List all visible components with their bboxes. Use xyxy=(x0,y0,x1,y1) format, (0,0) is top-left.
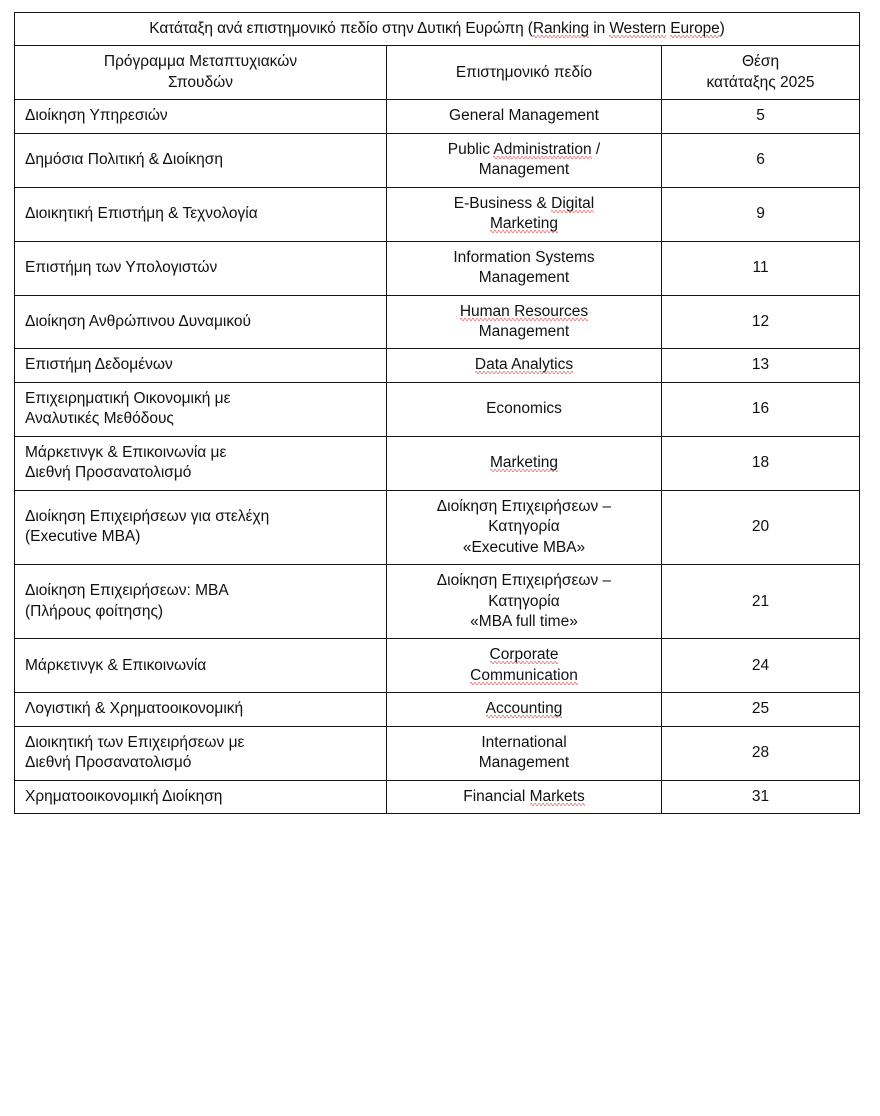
title-misspelled-word: Europe xyxy=(670,20,720,37)
cell-field-line: Management xyxy=(478,269,570,287)
column-header-rank-line2: κατάταξης 2025 xyxy=(706,73,815,91)
cell-program xyxy=(15,133,387,187)
cell-field-line: E-Business & Digital xyxy=(453,194,595,212)
cell-field-line: Διοίκηση Επιχειρήσεων – xyxy=(436,572,612,590)
cell-program-line: Επιστήμη Δεδομένων xyxy=(25,356,173,374)
cell-field xyxy=(387,100,662,133)
misspelled-word: Accounting xyxy=(485,700,563,718)
column-header-rank-line1: Θέση xyxy=(741,53,780,71)
cell-field xyxy=(387,349,662,382)
title-text: Κατάταξη ανά επιστημονικό πεδίο στην Δυτική Ευρώπη ( xyxy=(149,20,533,37)
table-row xyxy=(15,349,860,382)
cell-field-line xyxy=(397,666,651,686)
cell-program xyxy=(15,100,387,133)
cell-program-line: Διοίκηση Επιχειρήσεων: MBA xyxy=(25,582,229,600)
cell-program xyxy=(15,693,387,726)
table-row xyxy=(15,565,860,639)
table-row xyxy=(15,436,860,490)
cell-field-line xyxy=(397,355,651,375)
cell-field xyxy=(387,436,662,490)
table-row xyxy=(15,780,860,813)
page-title xyxy=(15,13,860,46)
title-misspelled-word: Western xyxy=(609,20,667,37)
misspelled-word: Human Resources xyxy=(459,302,589,320)
cell-field xyxy=(387,490,662,564)
table-row xyxy=(15,382,860,436)
cell-field-line xyxy=(397,453,651,473)
cell-field-line xyxy=(397,699,651,719)
cell-field-line: Management xyxy=(478,322,570,340)
cell-rank: 12 xyxy=(662,295,860,349)
cell-program xyxy=(15,295,387,349)
column-header-program-line2: Σπουδών xyxy=(168,73,233,91)
cell-program-line: Διοίκηση Ανθρώπινου Δυναμικού xyxy=(25,312,252,330)
cell-field-line: International xyxy=(481,733,567,751)
table-row xyxy=(15,100,860,133)
cell-program-line: Διεθνή Προσανατολισμό xyxy=(25,464,192,482)
cell-program-line: Λογιστική & Χρηματοοικονομική xyxy=(25,700,244,718)
cell-program-line: Διοίκηση Επιχειρήσεων για στελέχη xyxy=(25,507,270,525)
misspelled-word: Corporate xyxy=(489,646,559,664)
table-row xyxy=(15,693,860,726)
cell-field xyxy=(387,693,662,726)
cell-field xyxy=(387,133,662,187)
cell-program-line: Διοικητική των Επιχειρήσεων με xyxy=(25,733,245,751)
misspelled-word: Marketing xyxy=(489,454,559,472)
cell-rank: 6 xyxy=(662,133,860,187)
cell-program-line: Διοίκηση Υπηρεσιών xyxy=(25,107,168,125)
table-body xyxy=(15,13,860,814)
table-row xyxy=(15,241,860,295)
cell-rank: 9 xyxy=(662,187,860,241)
cell-program xyxy=(15,565,387,639)
cell-program-line: (Πλήρους φοίτησης) xyxy=(25,602,164,620)
table-row xyxy=(15,187,860,241)
cell-rank: 13 xyxy=(662,349,860,382)
ranking-table xyxy=(14,12,860,814)
misspelled-word: Marketing xyxy=(489,215,559,233)
cell-field-line xyxy=(397,645,651,665)
cell-rank: 28 xyxy=(662,726,860,780)
cell-rank: 21 xyxy=(662,565,860,639)
table-row xyxy=(15,490,860,564)
cell-program xyxy=(15,187,387,241)
cell-field xyxy=(387,187,662,241)
cell-program xyxy=(15,349,387,382)
title-misspelled-word: Ranking xyxy=(532,20,590,37)
cell-program xyxy=(15,382,387,436)
cell-program-line: Επιστήμη των Υπολογιστών xyxy=(25,258,218,276)
cell-program-line: Αναλυτικές Μεθόδους xyxy=(25,410,174,428)
cell-program-line: Μάρκετινγκ & Επικοινωνία xyxy=(25,656,207,674)
cell-field-line: Financial Markets xyxy=(463,787,585,805)
cell-field-line: Public Administration / xyxy=(447,140,601,158)
cell-program xyxy=(15,490,387,564)
cell-program-line: Δημόσια Πολιτική & Διοίκηση xyxy=(25,151,223,169)
column-header-rank xyxy=(662,46,860,100)
misspelled-word: Markets xyxy=(529,787,585,805)
cell-field-line: Management xyxy=(478,161,570,179)
cell-rank: 5 xyxy=(662,100,860,133)
cell-rank: 25 xyxy=(662,693,860,726)
cell-field xyxy=(387,295,662,349)
cell-field xyxy=(387,241,662,295)
cell-field-line: Διοίκηση Επιχειρήσεων – xyxy=(436,497,612,515)
cell-program-line: Επιχειρηματική Οικονομική με xyxy=(25,389,231,407)
cell-program xyxy=(15,436,387,490)
cell-field xyxy=(387,639,662,693)
title-text: ) xyxy=(719,20,725,37)
cell-program-line: Χρηματοοικονομική Διοίκηση xyxy=(25,787,223,805)
table-row xyxy=(15,133,860,187)
cell-field-line: Κατηγορία xyxy=(488,592,560,610)
misspelled-word: Administration xyxy=(493,140,592,158)
cell-program-line: (Executive MBA) xyxy=(25,528,141,546)
cell-field-line: Κατηγορία xyxy=(488,518,560,536)
cell-field xyxy=(387,780,662,813)
cell-field-line: General Management xyxy=(449,107,599,125)
cell-rank: 18 xyxy=(662,436,860,490)
cell-field-line xyxy=(397,302,651,322)
cell-rank: 24 xyxy=(662,639,860,693)
cell-field xyxy=(387,726,662,780)
cell-rank: 11 xyxy=(662,241,860,295)
cell-program-line: Διοικητική Επιστήμη & Τεχνολογία xyxy=(25,204,258,222)
cell-field-line: Management xyxy=(478,754,570,772)
column-header-program xyxy=(15,46,387,100)
cell-field-line: Economics xyxy=(486,400,562,418)
cell-program xyxy=(15,780,387,813)
cell-program-line: Μάρκετινγκ & Επικοινωνία με xyxy=(25,443,227,461)
table-row xyxy=(15,639,860,693)
misspelled-word: Data Analytics xyxy=(474,356,574,374)
cell-field xyxy=(387,565,662,639)
column-header-field-line1: Επιστημονικό πεδίο xyxy=(455,63,593,81)
table-header-row xyxy=(15,46,860,100)
table-row xyxy=(15,295,860,349)
cell-field xyxy=(387,382,662,436)
cell-field-line: «MBA full time» xyxy=(470,612,578,630)
cell-program xyxy=(15,241,387,295)
misspelled-word: Digital xyxy=(551,194,595,212)
table-title-row xyxy=(15,13,860,46)
cell-rank: 31 xyxy=(662,780,860,813)
cell-rank: 16 xyxy=(662,382,860,436)
ranking-table-container xyxy=(14,12,859,814)
misspelled-word: Communication xyxy=(470,666,578,684)
cell-program-line: Διεθνή Προσανατολισμό xyxy=(25,754,192,772)
title-text: in xyxy=(589,20,610,37)
cell-field-line xyxy=(397,214,651,234)
column-header-program-line1: Πρόγραμμα Μεταπτυχιακών xyxy=(103,53,298,71)
column-header-field xyxy=(387,46,662,100)
cell-field-line: «Executive MBA» xyxy=(462,538,586,556)
cell-rank: 20 xyxy=(662,490,860,564)
cell-field-line: Information Systems xyxy=(453,248,595,266)
cell-program xyxy=(15,726,387,780)
cell-program xyxy=(15,639,387,693)
table-row xyxy=(15,726,860,780)
